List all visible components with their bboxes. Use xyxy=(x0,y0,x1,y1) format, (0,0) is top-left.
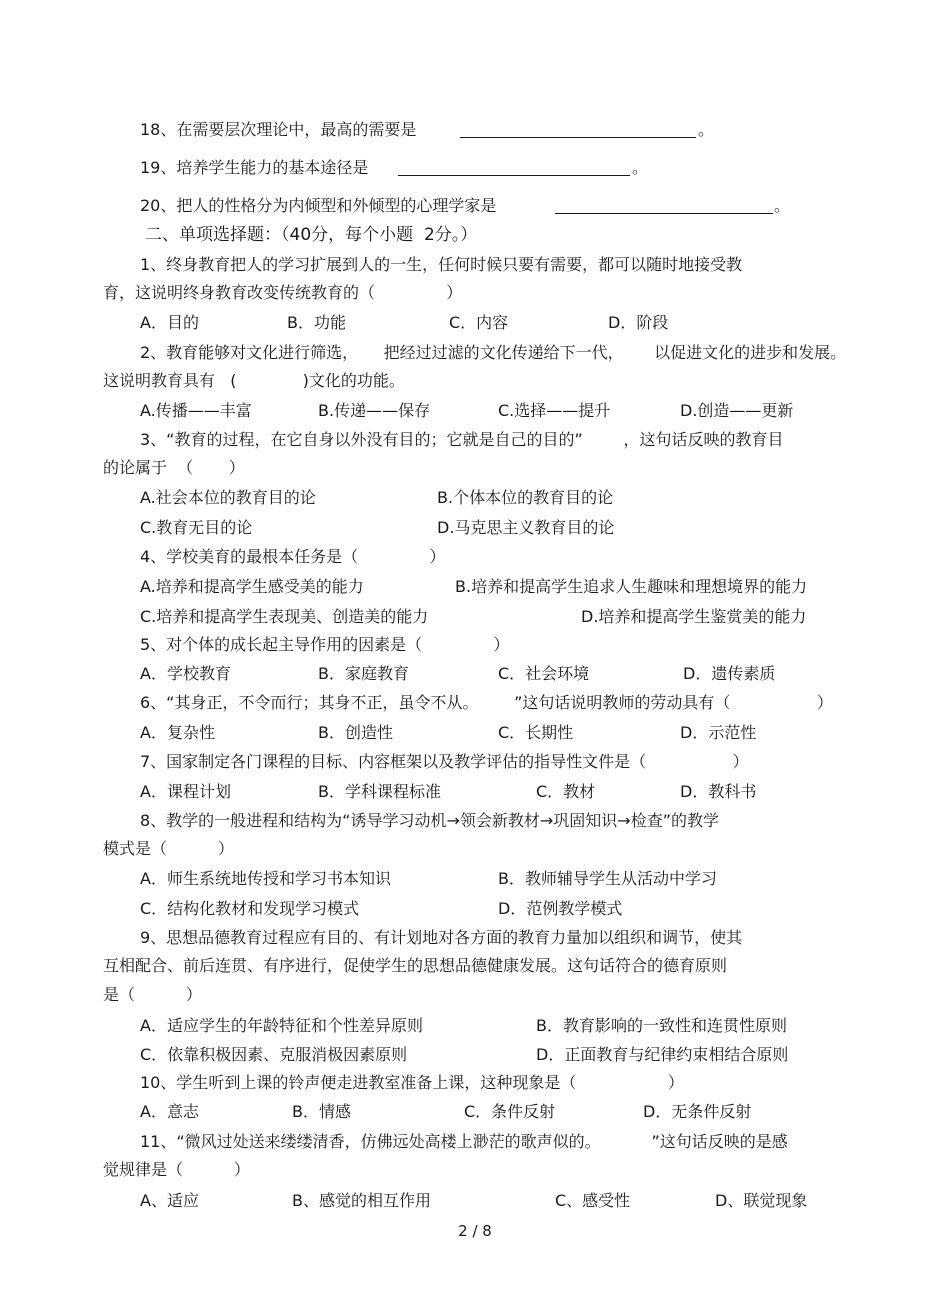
q5-option-b: B．家庭教育 xyxy=(318,664,409,683)
q10-line1: 10、学生听到上课的铃声便走进教室准备上课，这种现象是（ ） xyxy=(140,1073,684,1092)
q11-line2: 觉规律是（ ） xyxy=(103,1160,250,1179)
q6-line1: 6、“其身正，不令而行；其身不正，虽令不从。 ”这句话说明教师的劳动具有（ ） xyxy=(140,693,833,712)
q1-option-d: D．阶段 xyxy=(608,313,669,332)
q11-option-d: D、联觉现象 xyxy=(715,1191,808,1210)
q9-line1: 9、思想品德教育过程应有目的、有计划地对各方面的教育力量加以组织和调节，使其 xyxy=(140,928,743,947)
question-18: 18、在需要层次理论中，最高的需要是 xyxy=(140,120,417,139)
q1-option-a: A．目的 xyxy=(140,313,199,332)
question-19-end: 。 xyxy=(632,158,649,177)
q8-line1: 8、教学的一般进程和结构为“诱导学习动机→领会新教材→巩固知识→检查”的教学 xyxy=(140,811,719,830)
q1-option-c: C．内容 xyxy=(449,313,509,332)
q11-option-c: C、感受性 xyxy=(555,1191,631,1210)
q2-line1: 2、教育能够对文化进行筛选， 把经过过滤的文化传递给下一代， 以促进文化的进步和发展。 xyxy=(140,343,847,362)
q4-option-c: C.培养和提高学生表现美、创造美的能力 xyxy=(140,607,429,626)
q7-option-a: A．课程计划 xyxy=(140,782,231,801)
q6-option-a: A．复杂性 xyxy=(140,723,215,742)
q5-line1: 5、对个体的成长起主导作用的因素是（ ） xyxy=(140,635,510,654)
q7-option-c: C．教材 xyxy=(536,782,596,801)
q3-line2: 的论属于 （ ） xyxy=(103,458,245,477)
q8-line2: 模式是（ ） xyxy=(103,839,234,858)
page-number: 2 / 8 xyxy=(458,1222,492,1240)
q2-option-d: D.创造——更新 xyxy=(680,401,794,420)
q9-option-b: B．教育影响的一致性和连贯性原则 xyxy=(536,1016,787,1035)
q9-option-c: C．依靠积极因素、克服消极因素原则 xyxy=(140,1045,408,1064)
question-20-end: 。 xyxy=(774,196,791,215)
q11-line1: 11、“微风过处送来缕缕清香，仿佛远处高楼上渺茫的歌声似的。 ”这句话反映的是感 xyxy=(140,1132,788,1151)
q10-option-c: C．条件反射 xyxy=(464,1102,556,1121)
answer-blank-20 xyxy=(555,199,773,214)
q5-option-a: A．学校教育 xyxy=(140,664,231,683)
q2-line2: 这说明教育具有 ( )文化的功能。 xyxy=(103,371,405,390)
q8-option-b: B．教师辅导学生从活动中学习 xyxy=(498,869,717,888)
q8-option-d: D．范例教学模式 xyxy=(498,899,623,918)
question-18-end: 。 xyxy=(698,120,715,139)
q7-option-b: B．学科课程标准 xyxy=(318,782,441,801)
q7-line1: 7、国家制定各门课程的目标、内容框架以及教学评估的指导性文件是（ ） xyxy=(140,752,749,771)
q4-option-a: A.培养和提高学生感受美的能力 xyxy=(140,577,364,596)
q10-option-b: B．情感 xyxy=(292,1102,351,1121)
q3-line1: 3、“教育的过程，在它自身以外没有目的；它就是自己的目的” ，这句话反映的教育目 xyxy=(140,430,784,449)
q9-option-a: A．适应学生的年龄特征和个性差异原则 xyxy=(140,1016,423,1035)
q2-option-a: A.传播——丰富 xyxy=(140,401,252,420)
q9-line3: 是（ ） xyxy=(103,985,202,1004)
q4-option-b: B.培养和提高学生追求人生趣味和理想境界的能力 xyxy=(455,577,808,596)
q10-option-d: D．无条件反射 xyxy=(643,1102,752,1121)
q4-line1: 4、学校美育的最根本任务是（ ） xyxy=(140,547,446,566)
answer-blank-19 xyxy=(398,161,630,176)
q11-option-b: B、感觉的相互作用 xyxy=(292,1191,431,1210)
q4-option-d: D.培养和提高学生鉴赏美的能力 xyxy=(581,607,807,626)
section-heading: 二、单项选择题：（40分，每个小题 2分。） xyxy=(145,225,478,245)
q5-option-d: D．遗传素质 xyxy=(683,664,776,683)
q6-option-d: D．示范性 xyxy=(680,723,757,742)
q6-option-c: C．长期性 xyxy=(498,723,574,742)
q9-line2: 互相配合、前后连贯、有序进行，促使学生的思想品德健康发展。这句话符合的德育原则 xyxy=(103,956,728,975)
question-19: 19、培养学生能力的基本途径是 xyxy=(140,158,369,177)
q5-option-c: C．社会环境 xyxy=(498,664,590,683)
q3-option-b: B.个体本位的教育目的论 xyxy=(437,488,614,507)
q7-option-d: D．教科书 xyxy=(680,782,757,801)
q1-line1: 1、终身教育把人的学习扩展到人的一生，任何时候只要有需要，都可以随时地接受教 xyxy=(140,255,743,274)
q6-option-b: B．创造性 xyxy=(318,723,393,742)
q3-option-a: A.社会本位的教育目的论 xyxy=(140,488,316,507)
question-20: 20、把人的性格分为内倾型和外倾型的心理学家是 xyxy=(140,196,497,215)
q1-option-b: B．功能 xyxy=(287,313,346,332)
q8-option-a: A．师生系统地传授和学习书本知识 xyxy=(140,869,391,888)
q9-option-d: D．正面教育与纪律约束相结合原则 xyxy=(536,1045,789,1064)
q2-option-b: B.传递——保存 xyxy=(318,401,431,420)
q3-option-d: D.马克思主义教育目的论 xyxy=(437,518,615,537)
q2-option-c: C.选择——提升 xyxy=(498,401,611,420)
answer-blank-18 xyxy=(460,123,696,138)
q8-option-c: C．结构化教材和发现学习模式 xyxy=(140,899,360,918)
q10-option-a: A．意志 xyxy=(140,1102,199,1121)
q3-option-c: C.教育无目的论 xyxy=(140,518,253,537)
q1-line2: 育，这说明终身教育改变传统教育的（ ） xyxy=(103,283,463,302)
q11-option-a: A、适应 xyxy=(140,1191,199,1210)
